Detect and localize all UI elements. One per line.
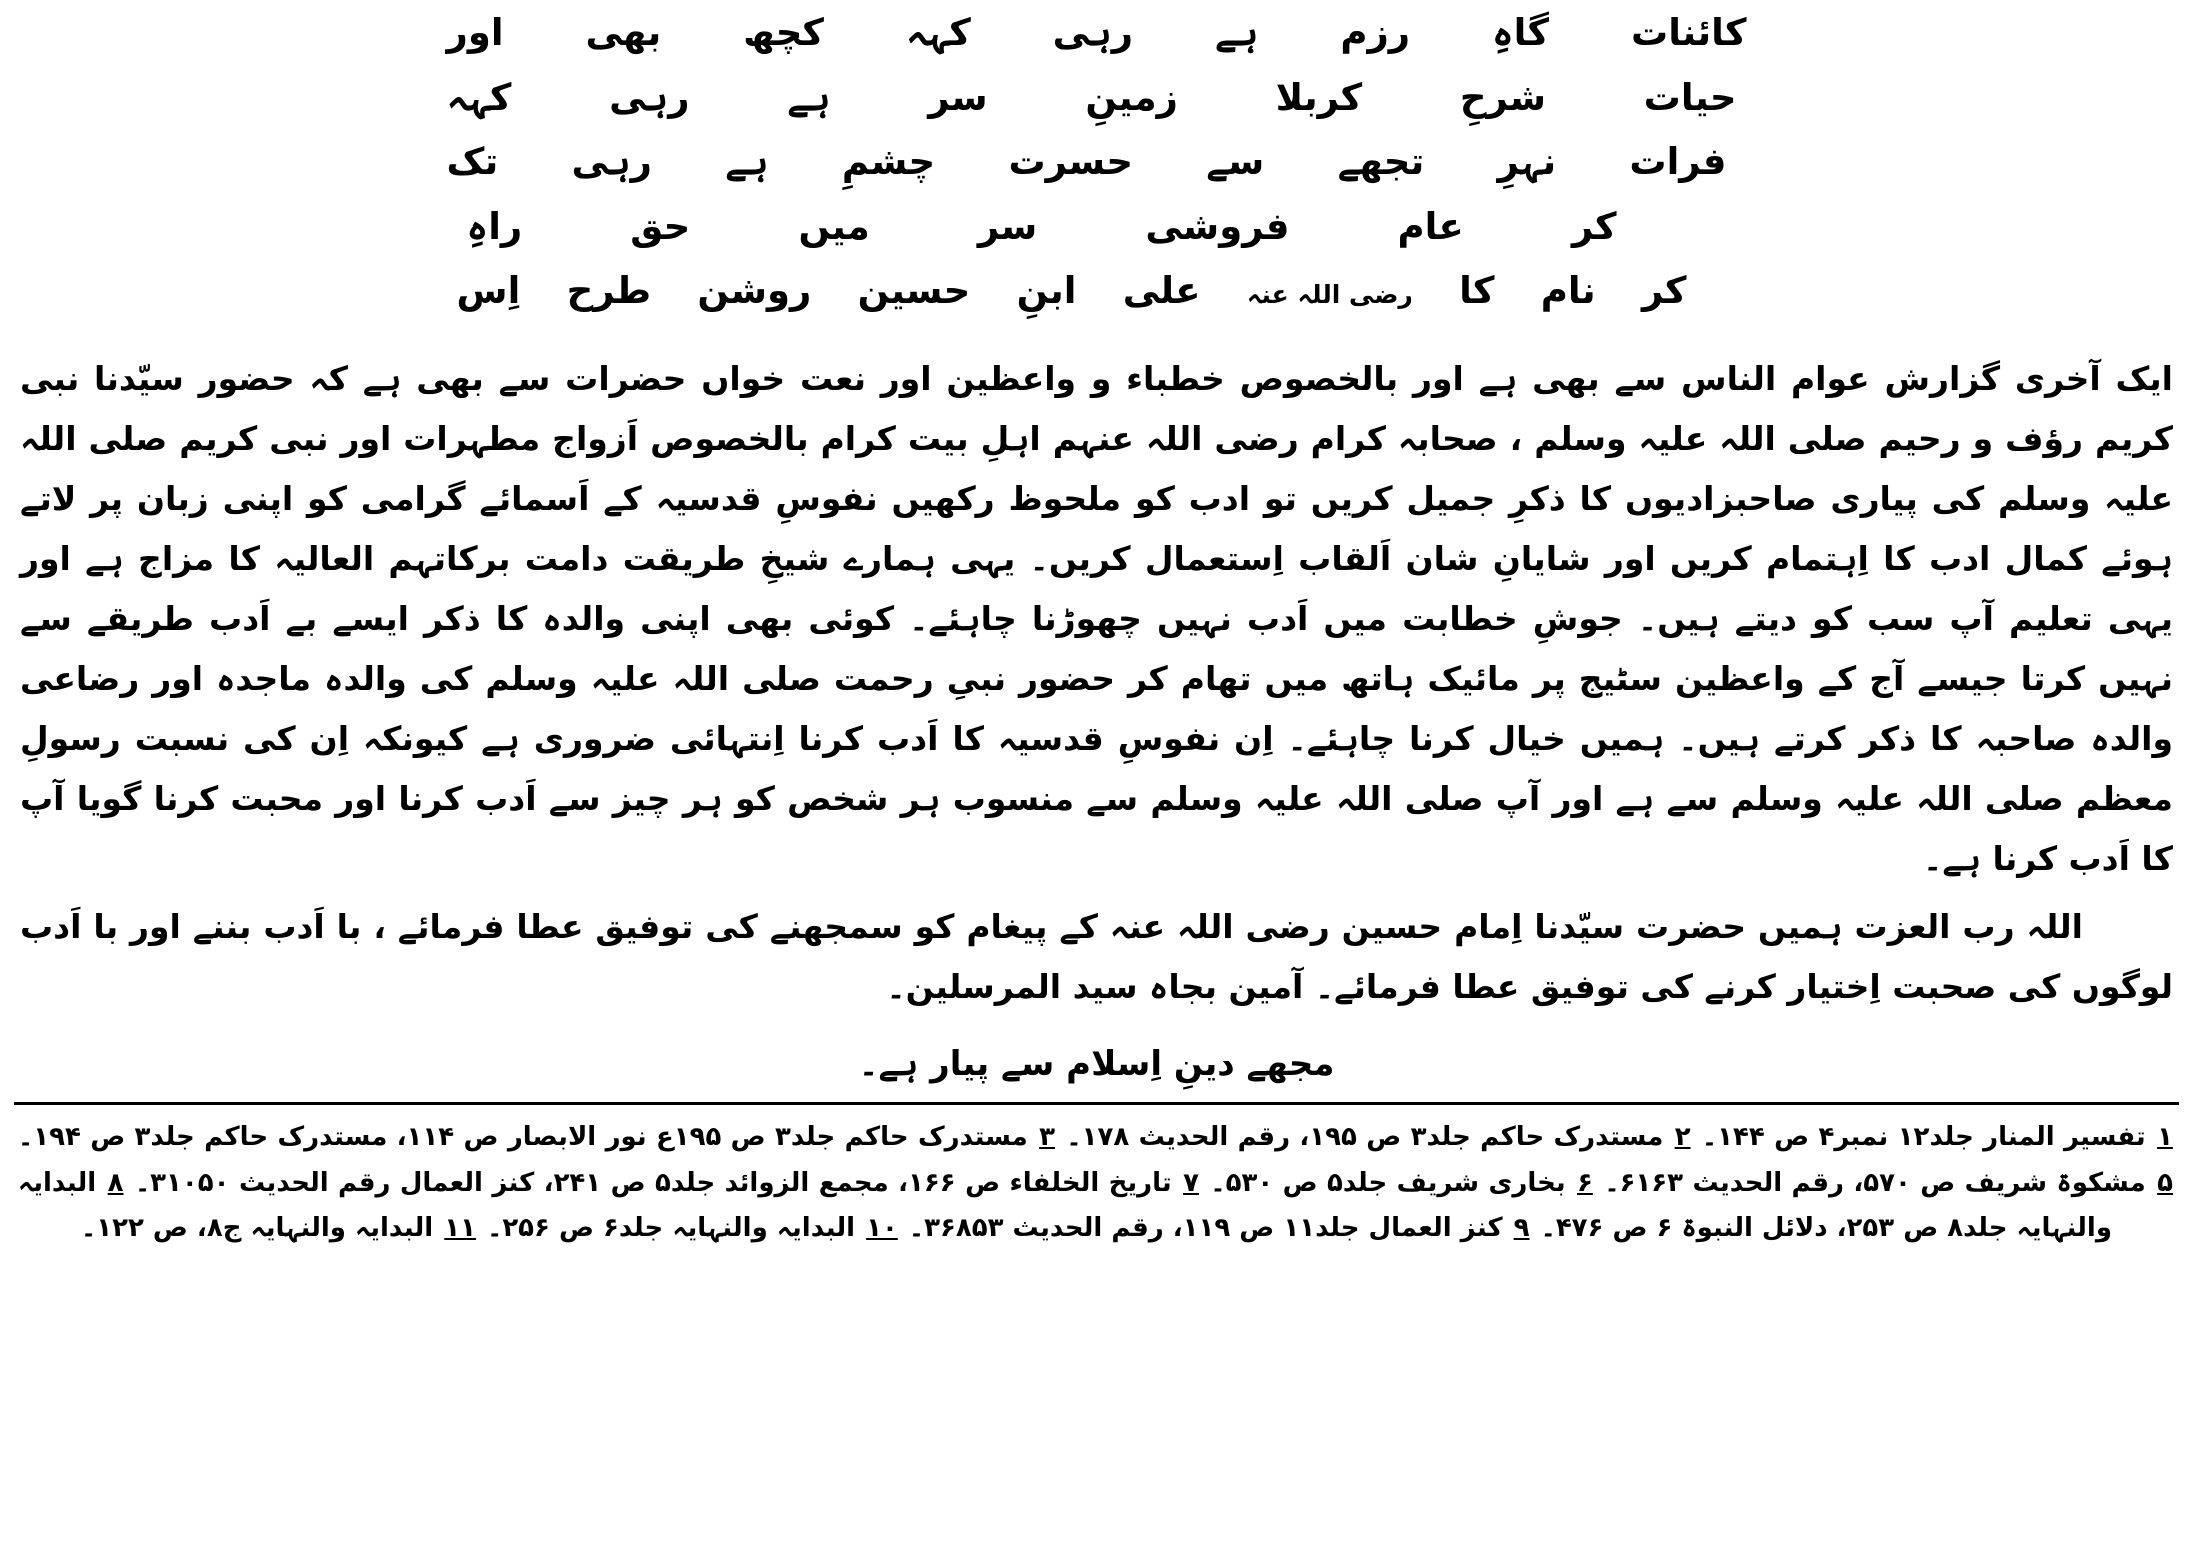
- poetry-word: کر: [1571, 204, 1617, 248]
- poetry-word: کچھ: [743, 11, 824, 54]
- poetry-word: سر: [977, 204, 1038, 248]
- footnote-item: [1210, 1168, 1595, 1198]
- footnote-text: البدایہ والنہایہ جلد۶ ص ۲۵۶۔: [487, 1213, 856, 1244]
- poetry-line: [467, 206, 1617, 249]
- poetry-word: حسین: [857, 269, 971, 313]
- poetry-word: تجھے: [1337, 140, 1425, 184]
- footnote-number: ۱۰: [866, 1213, 898, 1244]
- poetry-line: [447, 12, 1747, 55]
- poetry-word: فرات: [1629, 140, 1727, 184]
- poetry-line: [457, 270, 1687, 313]
- poetry-word: ابنِ: [1016, 269, 1077, 313]
- poetry-word: اور: [446, 11, 504, 54]
- poetry-line: [447, 77, 1737, 120]
- poetry-word: رہی: [1052, 11, 1134, 54]
- footnote-number: ۱: [2157, 1122, 2173, 1153]
- footnote-item: [1702, 1122, 2175, 1152]
- poetry-word: علی: [1122, 269, 1201, 313]
- poetry-word: رزم: [1340, 11, 1411, 54]
- poetry-word: کربلا: [1275, 75, 1363, 119]
- footnote-item: [909, 1213, 1532, 1243]
- poetry-word: گاہِ: [1491, 11, 1550, 54]
- poetry-word: شرحِ: [1459, 75, 1546, 119]
- poetry-word: زمینِ: [1085, 75, 1178, 119]
- poetry-word: کہہ: [446, 75, 512, 119]
- footnote-item: [81, 1213, 478, 1243]
- footnote-text: مستدرک حاکم جلد۳ ص ۱۹۵، رقم الحدیث ۱۷۸۔: [1066, 1122, 1664, 1153]
- poetry-word: ہے: [725, 140, 769, 184]
- footnote-number: ۷: [1183, 1167, 1199, 1198]
- footnote-divider: [14, 1102, 2179, 1105]
- honorific-symbol: رضی اللہ عنہ: [1246, 280, 1413, 310]
- prose-paragraph-1: ایک آخری گزارش عوام الناس سے بھی ہے اور بالخصوص خطباء و واعظین اور نعت خواں حضرات سے بھی ہے کہ حضور سیّدنا نبی کریم رؤف و رحیم صلی اللہ علیہ وسلم ، صحابہ کرام رضی اللہ عنہم اہلِ بیت کرام بالخصوص اَزواج مطہرات اور نبی کریم صلی اللہ علیہ وسلم کی پیاری صاحبزادیوں کا ذکرِ جمیل کریں تو ادب کو ملحوظ رکھیں نفوسِ قدسیہ کے اَسمائے گرامی کو اپنی زبان پر لاتے ہوئے کمال ادب کا اِہتمام کریں اور شایانِ شان اَلقاب اِستعمال کریں۔ یہی ہمارے شیخِ طریقت دامت برکاتہم العالیہ کا مزاج ہے اور یہی تعلیم آپ سب کو دیتے ہیں۔ جوشِ خطابت میں اَدب نہیں چھوڑنا چاہئے۔ کوئی بھی اپنی والدہ کا ذکر ایسے بے اَدب طریقے سے نہیں کرتا جیسے آج کے واعظین سٹیج پر مائیک ہاتھ میں تھام کر حضور نبیِ رحمت صلی اللہ علیہ وسلم کی والدہ ماجدہ اور رضاعی والدہ صاحبہ کا ذکر کرتے ہیں۔ ہمیں خیال کرنا چاہئے۔ اِن نفوسِ قدسیہ کا اَدب کرنا اِنتہائی ضروری ہے کیونکہ اِن کی نسبت رسولِ معظم صلی اللہ علیہ وسلم سے ہے اور آپ صلی اللہ علیہ وسلم سے منسوب ہر شخص کو ہر چیز سے اَدب کرنا اور محبت کرنا گویا آپ کا اَدب کرنا ہے۔: [20, 358, 2173, 879]
- footnote-item: [1066, 1122, 1692, 1152]
- poetry-word: حسرت: [1008, 140, 1133, 184]
- prose-block: [14, 349, 2179, 1018]
- poetry-word: اِس: [456, 269, 521, 313]
- footnote-item: [135, 1168, 1201, 1198]
- footnote-number: ۳: [1039, 1122, 1056, 1153]
- footnote-text: تاریخ الخلفاء ص ۱۶۶، مجمع الزوائد جلد۵ ص ۲۴۱، کنز العمال رقم الحدیث ۳۱۰۵۰۔: [134, 1167, 1172, 1198]
- footnote-text: مشکوۃ شریف ص ۵۷۰، رقم الحدیث ۶۱۶۳۔: [1604, 1167, 2146, 1198]
- footnote-text: کنز العمال جلد۱۱ ص ۱۱۹، رقم الحدیث ۳۶۸۵۳۔: [908, 1213, 1503, 1244]
- footnote-text: البدایہ والنہایہ جلد۸ ص ۲۵۳، دلائل النبوۃ ۶ ص ۴۷۶۔: [18, 1167, 2112, 1244]
- poetry-word: روشن: [697, 269, 812, 313]
- poetry-word: کہہ: [905, 11, 971, 54]
- poetry-word: طرح: [566, 269, 652, 313]
- footnote-number: ۱۱: [444, 1213, 477, 1244]
- footnote-text: مستدرک حاکم جلد۳ ص ۱۹۵ع نور الابصار ص ۱۱۴، مستدرک حاکم جلد۳ ص ۱۹۴۔: [18, 1122, 1028, 1153]
- poetry-word: میں: [798, 204, 870, 248]
- footnote-text: بخاری شریف جلد۵ ص ۵۳۰۔: [1210, 1167, 1566, 1198]
- poetry-word: رہی: [571, 140, 652, 184]
- footnote-item: [18, 1122, 1057, 1152]
- poetry-word: نام: [1540, 269, 1596, 313]
- footnote-item: [1604, 1168, 2175, 1198]
- poetry-word: حیات: [1643, 75, 1737, 119]
- closing-line: مجھے دینِ اِسلام سے پیار ہے۔: [858, 1044, 1335, 1085]
- poetry-word: ہے: [787, 75, 831, 119]
- footnote-item: [487, 1213, 900, 1243]
- poetry-word: حق: [630, 204, 691, 248]
- poetry-word: عام: [1397, 204, 1464, 248]
- poetry-block: [277, 8, 1917, 313]
- poetry-word: رہی: [609, 75, 690, 119]
- poetry-word: کا: [1459, 269, 1495, 313]
- poetry-word: راہِ: [466, 204, 523, 248]
- poetry-word: کر: [1641, 269, 1687, 313]
- footnote-number: ۲: [1674, 1122, 1691, 1153]
- poetry-word: ہے: [1215, 11, 1259, 54]
- footnote-number: ۵: [2157, 1167, 2174, 1198]
- footnote-number: ۹: [1513, 1213, 1530, 1244]
- poetry-word: کائنات: [1631, 11, 1747, 54]
- poetry-word: تک: [446, 140, 499, 184]
- poetry-line: [447, 141, 1727, 184]
- footnotes-block: [14, 1115, 2179, 1252]
- poetry-word: نہرِ: [1497, 140, 1557, 184]
- footnote-number: ۶: [1577, 1167, 1593, 1198]
- footnote-text: البدایہ والنہایہ ج۸، ص ۱۲۲۔: [81, 1213, 434, 1244]
- poetry-word: چشمِ: [841, 140, 936, 184]
- prose-paragraph-2: اللہ رب العزت ہمیں حضرت سیّدنا اِمام حسین رضی اللہ عنہ کے پیغام کو سمجھنے کی توفیق عطا فرمائے ، با اَدب بننے اور با اَدب لوگوں کی صحبت اِختیار کرنے کی توفیق عطا فرمائے۔ آمین بجاہ سید المرسلین۔: [20, 907, 2173, 1007]
- poetry-word: فروشی: [1145, 204, 1290, 248]
- poetry-word: بھی: [585, 11, 662, 54]
- footnote-number: ۸: [107, 1167, 124, 1198]
- poetry-word: سر: [928, 75, 988, 119]
- footnote-text: تفسیر المنار جلد۱۲ نمبر۴ ص ۱۴۴۔: [1701, 1122, 2146, 1153]
- poetry-word: سے: [1206, 140, 1265, 184]
